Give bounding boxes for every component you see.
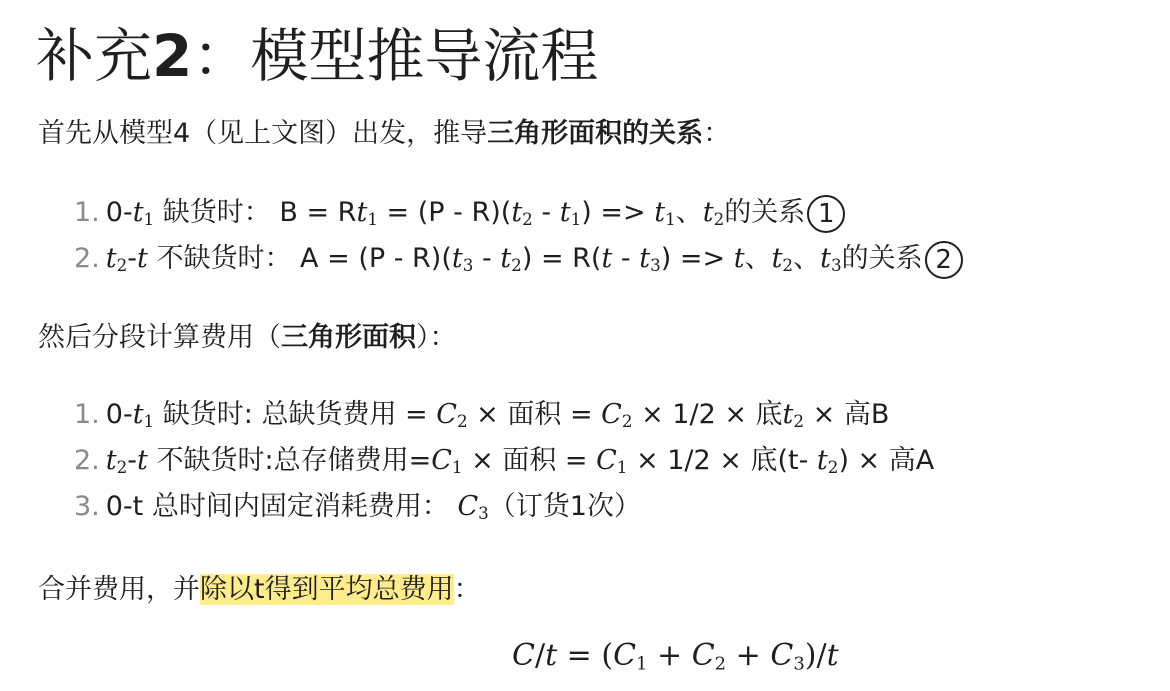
list-number: 1.: [74, 197, 100, 228]
text: 、: [744, 243, 772, 275]
math-var: t: [451, 243, 463, 275]
text: × 面积 =: [462, 445, 597, 477]
list-item: [74, 239, 963, 285]
highlighted-text: 除以t得到平均总费用: [200, 574, 454, 605]
text: = (P - R)(: [377, 197, 512, 228]
merge-paragraph: [38, 570, 481, 610]
list-item: [74, 395, 934, 441]
math-var: t: [733, 243, 745, 275]
text: 0-t 总时间内固定消耗费用：: [105, 491, 458, 523]
text: × 高B: [804, 399, 890, 430]
math-sub: 1: [143, 209, 155, 230]
math-var: t: [105, 243, 117, 275]
text: 的关系: [724, 197, 806, 228]
title-number: 2: [152, 22, 193, 90]
math-sub: 2: [456, 411, 468, 432]
math-var: C: [457, 491, 479, 523]
math-sub: 1: [570, 209, 582, 230]
intro-bold: 三角形面积的关系: [487, 118, 704, 149]
math-sub: 2: [621, 411, 633, 432]
math-var: t: [137, 243, 148, 275]
math-sub: 2: [511, 255, 522, 276]
math-var: C: [613, 638, 637, 673]
text: 0-: [105, 399, 133, 430]
intro-paragraph: [38, 114, 730, 154]
list-item: [74, 487, 934, 533]
math-op: = (: [557, 638, 614, 673]
list-number: 2.: [74, 445, 100, 477]
para3-text: 合并费用，并: [38, 574, 200, 605]
math-sub: 2: [714, 653, 727, 675]
text: （订货1次）: [488, 491, 641, 523]
para2-end: ）：: [416, 322, 457, 353]
text: -: [532, 197, 560, 228]
page-title: [36, 18, 598, 94]
math-sub: 3: [793, 653, 805, 675]
math-sub: 2: [782, 255, 794, 276]
math-sub: 2: [713, 209, 725, 230]
math-var: C: [431, 445, 452, 477]
math-sub: 1: [636, 653, 648, 675]
math-sub: 1: [143, 411, 155, 432]
text: ) =>: [581, 197, 655, 228]
math-var: t: [137, 445, 148, 477]
text: 、: [793, 243, 821, 275]
text: × 面积 =: [467, 399, 602, 430]
list-item: [74, 193, 963, 239]
math-var: C: [601, 399, 622, 430]
text: -: [612, 243, 640, 275]
math-op: +: [647, 638, 692, 673]
text: 不缺货时： A = (P - R)(: [147, 243, 452, 275]
math-var: t: [105, 445, 117, 477]
text: -: [473, 243, 501, 275]
list-number: 3.: [74, 491, 100, 523]
math-op: +: [726, 638, 771, 673]
math-var: C: [596, 445, 617, 477]
math-var: t: [132, 399, 144, 430]
text: 缺货时: 总缺货费用 =: [154, 399, 437, 430]
math-sub: 2: [522, 209, 533, 230]
text: ) × 高A: [838, 445, 935, 477]
math-var: t: [820, 243, 831, 275]
list-number: 1.: [74, 399, 100, 430]
math-sub: 1: [616, 457, 628, 478]
text: 缺货时： B = R: [154, 197, 357, 228]
math-sub: 3: [462, 255, 474, 276]
math-var: t: [132, 197, 144, 228]
math-var: t: [771, 243, 783, 275]
intro-text: 首先从模型4（见上文图）出发，推导: [38, 118, 488, 149]
math-var: t: [816, 445, 828, 477]
math-sub: 2: [116, 255, 128, 276]
math-sub: 2: [793, 411, 805, 432]
para3-end: ：: [453, 574, 481, 605]
math-var: t: [639, 243, 651, 275]
text: 不缺货时:总存储费用=: [147, 445, 432, 477]
math-op: )/: [804, 638, 827, 673]
para2-bold: 三角形面积: [281, 322, 416, 353]
math-var: C: [770, 638, 794, 673]
text: ) =>: [660, 243, 734, 275]
math-sub: 1: [665, 209, 676, 230]
math-var: t: [654, 197, 666, 228]
math-sub: 1: [451, 457, 463, 478]
title-part: ：模型推导流程: [192, 22, 599, 90]
text: 、: [675, 197, 703, 228]
math-var: t: [782, 399, 794, 430]
math-var: C: [436, 399, 457, 430]
list-number: 2.: [74, 243, 100, 275]
math-sub: 3: [830, 255, 842, 276]
math-sub: 2: [827, 457, 839, 478]
circled-number: 2: [925, 241, 963, 279]
math-op: /: [534, 638, 546, 673]
text: × 1/2 × 底: [632, 399, 783, 430]
text: 的关系: [841, 243, 923, 275]
math-var: t: [601, 243, 613, 275]
math-var: C: [691, 638, 715, 673]
math-var: t: [545, 638, 558, 673]
list-item: [74, 441, 934, 487]
text: -: [127, 243, 138, 275]
cost-paragraph: [38, 318, 457, 358]
text: × 1/2 × 底(t-: [627, 445, 817, 477]
intro-end: ：: [703, 118, 731, 149]
math-sub: 1: [367, 209, 378, 230]
math-var: t: [500, 243, 512, 275]
text: ) = R(: [521, 243, 602, 275]
math-var: t: [559, 197, 571, 228]
text: 0-: [105, 197, 133, 228]
circled-number: 1: [807, 195, 845, 233]
text: -: [127, 445, 138, 477]
math-var: t: [702, 197, 714, 228]
title-part: 补充: [36, 22, 153, 90]
cost-list: [74, 395, 934, 534]
math-sub: 3: [478, 503, 489, 524]
relation-list: [74, 193, 963, 285]
math-var: C: [512, 638, 535, 673]
math-sub: 3: [650, 255, 661, 276]
math-var: t: [826, 638, 839, 673]
math-sub: 2: [116, 457, 128, 478]
para2-text: 然后分段计算费用（: [38, 322, 281, 353]
math-var: t: [356, 197, 368, 228]
average-cost-formula: [512, 636, 839, 685]
math-var: t: [511, 197, 523, 228]
